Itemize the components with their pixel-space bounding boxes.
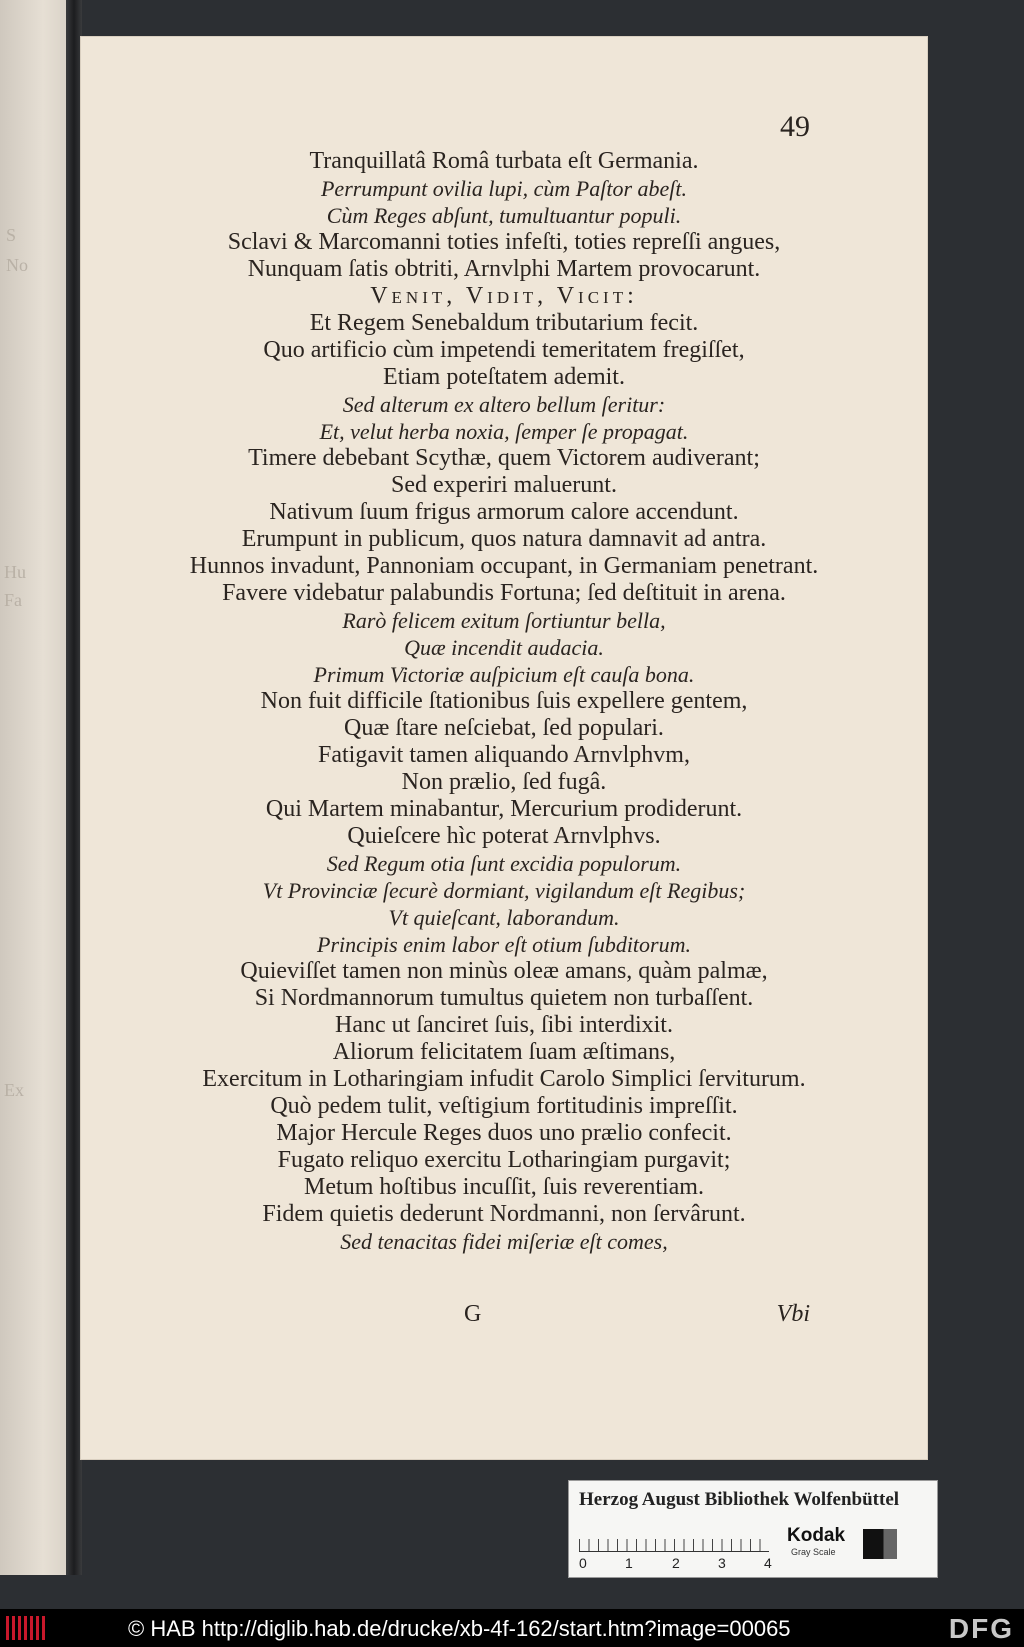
text-line: Fugato reliquo exercitu Lotharingiam purgavit; — [277, 1147, 731, 1173]
ruler-number: 3 — [718, 1555, 726, 1571]
text-line: Aliorum felicitatem ſuam æſtimans, — [332, 1039, 676, 1065]
text-line: Timere debebant Scythæ, quem Victorem audiverant; — [248, 445, 760, 471]
text-line: Non prælio, ſed fugâ. — [401, 769, 607, 795]
text-line: Tranquillatâ Româ turbata eſt Germania. — [309, 148, 699, 174]
text-line: Fatigavit tamen aliquando Arnvlphvm, — [318, 742, 690, 768]
text-line: Quæ incendit audacia. — [404, 635, 604, 660]
text-line: Quieviſſet tamen non minùs oleæ amans, quàm palmæ, — [240, 958, 768, 984]
document-page — [80, 36, 928, 1460]
text-line: Cùm Reges abſunt, tumultuantur populi. — [326, 203, 682, 228]
ruler-number: 2 — [672, 1555, 680, 1571]
text-line: Metum hoſtibus incuſſit, ſuis reverentiam. — [304, 1174, 704, 1200]
text-line: Venit, Vidit, Vicit: — [370, 283, 638, 309]
left-ghost-text: S — [6, 225, 17, 245]
text-line: Hunnos invadunt, Pannoniam occupant, in Germaniam penetrant. — [189, 553, 819, 579]
text-line: Vt Provinciæ ſecurè dormiant, vigilandum eſt Regibus; — [262, 878, 746, 903]
text-line: Sed experiri maluerunt. — [391, 472, 617, 498]
text-line: Primum Victoriæ auſpicium eſt cauſa bona. — [313, 662, 695, 687]
gray-swatch — [863, 1529, 897, 1559]
ruler-number: 1 — [625, 1555, 633, 1571]
left-page-edge — [0, 0, 72, 1575]
text-line: Sed tenacitas fidei miſeriæ eſt comes, — [340, 1229, 668, 1254]
text-line: Nativum ſuum frigus armorum calore accendunt. — [269, 499, 739, 525]
dfg-logo: DFG — [948, 1613, 1014, 1644]
kodak-brand: Kodak — [787, 1525, 846, 1546]
text-line: Exercitum in Lotharingiam infudit Carolo Simplici ſerviturum. — [202, 1066, 806, 1092]
text-line: Si Nordmannorum tumultus quietem non turbaſſent. — [254, 985, 754, 1011]
text-line: Favere videbatur palabundis Fortuna; ſed deſtituit in arena. — [222, 580, 786, 606]
text-line: Et Regem Senebaldum tributarium fecit. — [309, 310, 699, 336]
text-line: Hanc ut ſanciret ſuis, ſibi interdixit. — [335, 1012, 673, 1038]
footer-url[interactable]: © HAB http://diglib.hab.de/drucke/xb-4f-162/start.htm?image=00065 — [128, 1616, 791, 1641]
text-line: Qui Martem minabantur, Mercurium prodiderunt. — [265, 796, 743, 822]
text-line: Perrumpunt ovilia lupi, cùm Paſtor abeſt. — [320, 176, 688, 201]
catchword: Vbi — [776, 1301, 810, 1327]
text-line: Sclavi & Marcomanni toties infeſti, toties repreſſi angues, — [227, 229, 781, 255]
library-label-card — [568, 1480, 938, 1578]
barcode-icon — [6, 1616, 48, 1640]
ruler-number: 4 — [764, 1555, 772, 1571]
text-line: Quo artificio cùm impetendi temeritatem fregiſſet, — [263, 337, 745, 363]
scale-ruler — [579, 1529, 769, 1552]
text-line: Quieſcere hìc poterat Arnvlphvs. — [347, 823, 661, 849]
text-line: Fidem quietis dederunt Nordmanni, non ſervârunt. — [262, 1201, 746, 1227]
signature-mark: G — [464, 1301, 482, 1327]
left-ghost-text: Hu — [4, 562, 26, 582]
text-line: Et, velut herba noxia, ſemper ſe propagat. — [319, 419, 689, 444]
text-line: Etiam poteſtatem ademit. — [383, 364, 625, 390]
left-ghost-text: Fa — [4, 590, 22, 610]
text-line: Major Hercule Reges duos uno prælio confecit. — [276, 1120, 732, 1146]
text-line: Sed Regum otia ſunt excidia populorum. — [326, 851, 682, 876]
ruler-number: 0 — [579, 1555, 587, 1571]
kodak-subtitle: Gray Scale — [791, 1547, 836, 1557]
text-line: Quò pedem tulit, veſtigium fortitudinis impreſſit. — [270, 1093, 738, 1119]
text-line: Vt quieſcant, laborandum. — [388, 905, 620, 930]
text-line: Non fuit difficile ſtationibus ſuis expellere gentem, — [260, 688, 748, 714]
footer-bar — [0, 1609, 1024, 1647]
library-name: Herzog August Bibliothek Wolfenbüttel — [579, 1489, 900, 1510]
text-line: Sed alterum ex altero bellum ſeritur: — [342, 392, 666, 417]
text-line: Erumpunt in publicum, quos natura damnavit ad antra. — [241, 526, 767, 552]
left-ghost-text: Ex — [4, 1080, 24, 1100]
text-line: Principis enim labor eſt otium ſubditorum. — [317, 932, 691, 957]
left-ghost-text: No — [6, 255, 28, 275]
text-line: Nunquam ſatis obtriti, Arnvlphi Martem provocarunt. — [247, 256, 761, 282]
text-line: Rarò felicem exitum ſortiuntur bella, — [342, 608, 666, 633]
text-line: Quæ ſtare neſciebat, ſed populari. — [344, 715, 664, 741]
page-text-block — [80, 148, 928, 1255]
page-number: 49 — [780, 110, 810, 143]
